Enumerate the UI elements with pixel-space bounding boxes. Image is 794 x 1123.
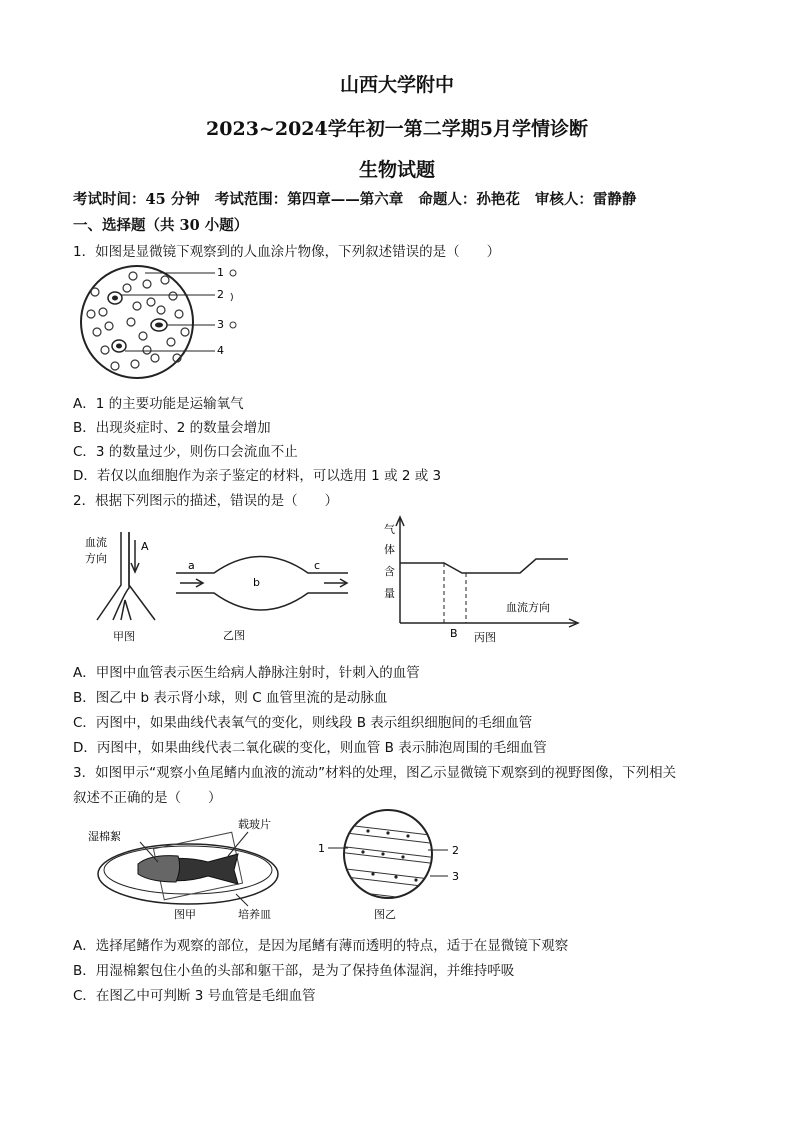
q2-option-d: D．丙图中，如果曲线代表二氧化碳的变化，则血管 B 表示肺泡周围的毛细血管 (73, 740, 547, 756)
jia-cotton-label: 湿棉絮 (88, 830, 121, 843)
yi-b-label: b (253, 576, 260, 589)
subject-title: 生物试题 (358, 159, 435, 181)
yi-n3-label: 3 (452, 870, 459, 883)
jia-dish-label: 培养皿 (238, 908, 271, 921)
yi-n2-label: 2 (452, 844, 459, 857)
q1-label-2: 2 (217, 288, 224, 301)
q1-label-4: 4 (217, 344, 224, 357)
exam-time: 考试时间：45 分钟 (73, 191, 200, 208)
exam-reviewer: 审核人：雷静静 (534, 191, 637, 208)
q2-option-c: C．丙图中，如果曲线代表氧气的变化，则线段 B 表示组织细胞间的毛细血管 (73, 715, 533, 731)
bing-y1: 气 (384, 523, 395, 536)
bing-fig-label: 丙图 (474, 631, 496, 644)
q3-stem-1: 3．如图甲示“观察小鱼尾鳍内血液的流动”材料的处理，图乙示显微镜下观察到的视野图像，下列相关 (73, 765, 677, 781)
bing-xlabel: 血流方向 (506, 601, 550, 614)
jia-a-label: A (141, 540, 149, 553)
q3-yi-fig-label: 图乙 (374, 908, 396, 921)
q2-figure-bing (378, 515, 583, 647)
jia-fig-label: 甲图 (113, 630, 135, 643)
bing-y4: 量 (384, 587, 395, 600)
q3-figure-yi (318, 806, 478, 924)
exam-title: 2023~2024学年初一第二学期5月学情诊断 (206, 118, 588, 140)
q2-figure-yi (176, 545, 356, 645)
q3-figure-jia (88, 812, 298, 922)
yi-c-label: c (314, 559, 321, 572)
section-title: 一、选择题（共 30 小题） (73, 217, 249, 234)
school-name: 山西大学附中 (339, 74, 454, 96)
bing-b-label: B (450, 627, 458, 640)
exam-scope: 考试范围：第四章——第六章 (214, 191, 404, 208)
jia-dir-label: 方向 (85, 552, 107, 565)
q1-label-3: 3 (217, 318, 224, 331)
bing-y3: 含 (384, 565, 395, 578)
q1-label-1: 1 (217, 266, 224, 279)
q2-figure-jia (85, 530, 175, 645)
q1-stem: 1．如图是显微镜下观察到的人血涂片物像，下列叙述错误的是（ ） (73, 244, 501, 260)
exam-meta (73, 188, 646, 209)
q1-option-d: D．若仅以血细胞作为亲子鉴定的材料，可以选用 1 或 2 或 3 (73, 468, 442, 484)
q2-option-b: B．图乙中 b 表示肾小球，则 C 血管里流的是动脉血 (73, 690, 388, 706)
q3-option-a: A．选择尾鳍作为观察的部位，是因为尾鳍有薄而透明的特点，适于在显微镜下观察 (73, 938, 569, 954)
q1-option-c: C．3 的数量过少，则伤口会流血不止 (73, 444, 298, 460)
exam-author: 命题人：孙艳花 (418, 191, 520, 208)
yi-fig-label: 乙图 (223, 629, 245, 642)
q1-option-a: A．1 的主要功能是运输氧气 (73, 396, 244, 412)
bing-y2: 体 (384, 543, 395, 556)
q3-option-c: C．在图乙中可判断 3 号血管是毛细血管 (73, 988, 316, 1004)
q2-option-a: A．甲图中血管表示医生给病人静脉注射时，针刺入的血管 (73, 665, 420, 681)
blood-smear-figure (75, 262, 245, 382)
q3-stem-2: 叙述不正确的是（ ） (73, 790, 222, 806)
yi-a-label: a (188, 559, 195, 572)
q1-option-b: B．出现炎症时、2 的数量会增加 (73, 420, 271, 436)
q2-stem: 2．根据下列图示的描述，错误的是（ ） (73, 493, 339, 509)
jia-flow-label: 血流 (85, 536, 107, 549)
q3-jia-fig-label: 图甲 (174, 908, 196, 921)
yi-n1-label: 1 (318, 842, 325, 855)
jia-slide-label: 载玻片 (238, 818, 271, 831)
q3-option-b: B．用湿棉絮包住小鱼的头部和躯干部，是为了保持鱼体湿润，并维持呼吸 (73, 963, 515, 979)
